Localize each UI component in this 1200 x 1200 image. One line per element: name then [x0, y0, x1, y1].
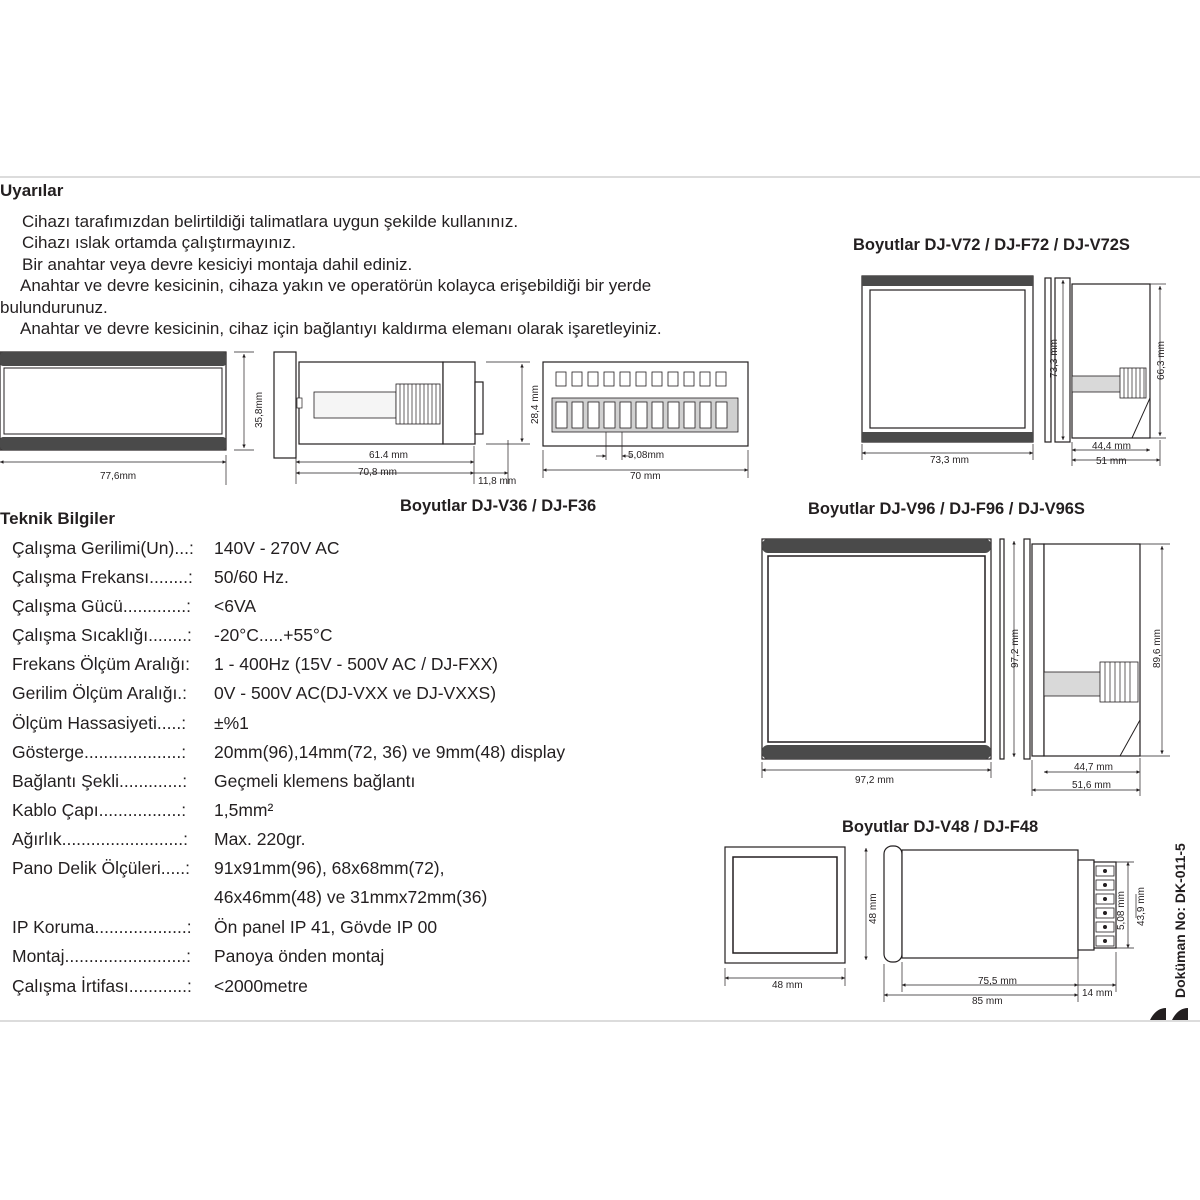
- spec-label: Kablo Çapı.................:: [12, 800, 187, 820]
- spec-value: 0V - 500V AC(DJ-VXX ve DJ-VXXS): [214, 683, 497, 703]
- v96-front-height-label: 97,2 mm: [1010, 629, 1021, 668]
- v96-title: Boyutlar DJ-V96 / DJ-F96 / DJ-V96S: [808, 500, 1085, 518]
- spec-label: Ağırlık.........................:: [12, 829, 189, 849]
- warning-item: Cihazı ıslak ortamda çalıştırmayınız.: [22, 233, 296, 252]
- v96-side-view: [1000, 539, 1170, 796]
- v96-depth-inner-label: 44,7 mm: [1074, 762, 1113, 773]
- spec-value: 46x46mm(48) ve 31mmx72mm(36): [214, 887, 488, 907]
- spec-label: Frekans Ölçüm Aralığı:: [12, 654, 190, 674]
- logo-fragment: [1150, 1008, 1166, 1020]
- spec-label: Çalışma Frekansı........:: [12, 567, 193, 587]
- warning-item: bulundurunuz.: [0, 298, 108, 317]
- spec-value: -20°C.....+55°C: [214, 625, 333, 645]
- v36-depth-total-label: 70,8 mm: [358, 467, 397, 478]
- v96-front-view: [762, 539, 991, 778]
- v48-depth-total-label: 85 mm: [972, 996, 1003, 1007]
- v36-rear-label: 11,8 mm: [478, 476, 517, 487]
- warning-item: Anahtar ve devre kesicinin, cihaza yakın ve operatörün kolayca erişebildiği bir yerde: [20, 276, 652, 295]
- spec-value: Geçmeli klemens bağlantı: [214, 771, 416, 791]
- v72-body-height-label: 66,3 mm: [1156, 341, 1167, 380]
- warnings-heading: Uyarılar: [0, 181, 64, 200]
- v72-title: Boyutlar DJ-V72 / DJ-F72 / DJ-V72S: [853, 236, 1130, 254]
- spec-value: 1 - 400Hz (15V - 500V AC / DJ-FXX): [214, 654, 498, 674]
- v72-front-width-label: 73,3 mm: [930, 455, 969, 466]
- spec-label: Gerilim Ölçüm Aralığı.:: [12, 683, 188, 703]
- v36-front-view: [0, 352, 254, 485]
- logo-fragment: [1172, 1008, 1188, 1020]
- warning-item: Anahtar ve devre kesicinin, cihaz için bağlantıyı kaldırma elemanı olarak işaretleyiniz.: [20, 319, 662, 338]
- v72-side-view: [1045, 278, 1166, 466]
- spec-label: Bağlantı Şekli.............:: [12, 771, 188, 791]
- v36-side-view: [274, 352, 530, 484]
- document-number: Doküman No: DK-011-5: [1172, 843, 1188, 998]
- v48-title: Boyutlar DJ-V48 / DJ-F48: [842, 818, 1039, 836]
- v48-pitch-label: 5,08 mm: [1116, 891, 1127, 930]
- spec-label: IP Koruma...................:: [12, 917, 192, 937]
- v72-front-view: [862, 276, 1033, 460]
- spec-label: Montaj.........................:: [12, 946, 191, 966]
- warning-item: Bir anahtar veya devre kesiciyi montaja dahil ediniz.: [22, 255, 413, 274]
- spec-value: <2000metre: [214, 976, 308, 996]
- spec-value: ±%1: [214, 713, 249, 733]
- spec-value: 1,5mm²: [214, 800, 274, 820]
- spec-value: 20mm(96),14mm(72, 36) ve 9mm(48) display: [214, 742, 566, 762]
- v72-depth-inner-label: 44,4 mm: [1092, 441, 1131, 452]
- v48-front-view: [725, 847, 845, 986]
- v48-body-height-label: 43,9 mm: [1136, 887, 1147, 926]
- v36-height-label: 35,8mm: [254, 391, 265, 428]
- spec-label: Gösterge....................:: [12, 742, 187, 762]
- v96-front-width-label: 97,2 mm: [855, 775, 894, 786]
- v96-depth-total-label: 51,6 mm: [1072, 780, 1111, 791]
- v96-body-height-label: 89,6 mm: [1152, 629, 1163, 668]
- v72-depth-total-label: 51 mm: [1096, 456, 1127, 467]
- spec-value: <6VA: [214, 596, 256, 616]
- spec-value: Max. 220gr.: [214, 829, 306, 849]
- specs-heading: Teknik Bilgiler: [0, 509, 115, 528]
- v36-title: Boyutlar DJ-V36 / DJ-F36: [400, 497, 597, 515]
- spec-label: Ölçüm Hassasiyeti.....:: [12, 713, 187, 733]
- v36-body-height-label: 28,4 mm: [530, 385, 541, 424]
- v48-front-width-label: 48 mm: [772, 980, 803, 991]
- v48-rear-label: 14 mm: [1082, 988, 1113, 999]
- spec-label: Pano Delik Ölçüleri.....:: [12, 858, 190, 878]
- spec-value: 50/60 Hz.: [214, 567, 289, 587]
- spec-value: 91x91mm(96), 68x68mm(72),: [214, 858, 445, 878]
- spec-label: Çalışma Gerilimi(Un)...:: [12, 538, 194, 558]
- v72-front-height-label: 73,3 mm: [1049, 339, 1060, 378]
- spec-label: Çalışma İrtifası............:: [12, 976, 192, 996]
- v36-width-label: 77,6mm: [100, 471, 137, 482]
- spec-value: 140V - 270V AC: [214, 538, 340, 558]
- v48-front-height-label: 48 mm: [868, 893, 879, 924]
- spec-value: Panoya önden montaj: [214, 946, 385, 966]
- spec-label: Çalışma Gücü.............:: [12, 596, 191, 616]
- spec-value: Ön panel IP 41, Gövde IP 00: [214, 917, 438, 937]
- spec-label: Çalışma Sıcaklığı........:: [12, 625, 192, 645]
- v48-depth-inner-label: 75,5 mm: [978, 976, 1017, 987]
- v36-rear-width-label: 70 mm: [630, 471, 661, 482]
- warning-item: Cihazı tarafımızdan belirtildiği talimatlara uygun şekilde kullanınız.: [22, 212, 519, 231]
- v36-depth-inner-label: 61.4 mm: [369, 450, 408, 461]
- v36-pitch-label: 5,08mm: [628, 450, 665, 461]
